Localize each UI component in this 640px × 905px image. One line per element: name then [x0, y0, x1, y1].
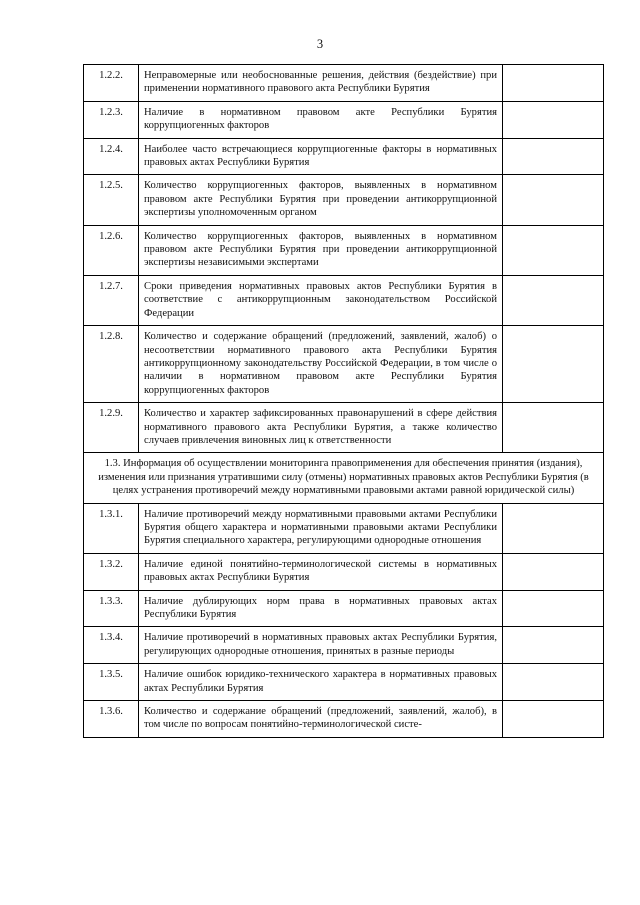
blank-cell: [503, 326, 604, 403]
item-number: 1.3.2.: [84, 553, 139, 590]
blank-cell: [503, 175, 604, 225]
item-text: Сроки приведения нормативных правовых актов Республики Бурятия в соответствие с антикоррупционным законодательством Российской Федерации: [139, 275, 503, 325]
item-number: 1.3.4.: [84, 627, 139, 664]
blank-cell: [503, 225, 604, 275]
item-text: Количество коррупциогенных факторов, выявленных в нормативном правовом акте Республики Бурятия при проведении антикоррупционной экспертизы независимыми экспертами: [139, 225, 503, 275]
blank-cell: [503, 590, 604, 627]
blank-cell: [503, 138, 604, 175]
item-number: 1.2.6.: [84, 225, 139, 275]
item-number: 1.3.1.: [84, 503, 139, 553]
table-row: [84, 664, 604, 701]
item-text: Наличие дублирующих норм права в нормативных правовых актах Республики Бурятия: [139, 590, 503, 627]
item-number: 1.3.5.: [84, 664, 139, 701]
item-number: 1.2.5.: [84, 175, 139, 225]
table-row: [84, 275, 604, 325]
table-row: [84, 326, 604, 403]
item-number: 1.2.8.: [84, 326, 139, 403]
page-number: 3: [316, 37, 324, 51]
item-number: 1.2.7.: [84, 275, 139, 325]
table-row: [84, 65, 604, 102]
blank-cell: [503, 403, 604, 453]
item-text: Неправомерные или необоснованные решения, действия (бездействие) при применении нормативного правового акта Республики Бурятия: [139, 65, 503, 102]
item-text: Количество и характер зафиксированных правонарушений в сфере действия нормативного правового акта Республики Бурятия, а также количество случаев привлечения виновных лиц к ответственности: [139, 403, 503, 453]
item-text: Наличие противоречий между нормативными правовыми актами Республики Бурятия общего характера и нормативными правовыми актами Республики Бурятия специального характера, регулирующими однородные отношения: [139, 503, 503, 553]
blank-cell: [503, 101, 604, 138]
item-number: 1.3.6.: [84, 701, 139, 738]
blank-cell: [503, 275, 604, 325]
table-row: [84, 138, 604, 175]
table-row: [84, 101, 604, 138]
monitoring-table: [83, 64, 604, 738]
table-row: [84, 175, 604, 225]
section-heading: 1.3. Информация об осуществлении мониторинга правоприменения для обеспечения принятия (издания), изменения или признания утратившими силу (отмены) нормативных правовых актов Республики Бурятия (в целях устранения противоречий между нормативными правовыми актами равной юридической силы): [84, 453, 604, 503]
blank-cell: [503, 701, 604, 738]
section-heading-row: [84, 453, 604, 503]
table-row: [84, 701, 604, 738]
blank-cell: [503, 503, 604, 553]
item-number: 1.2.4.: [84, 138, 139, 175]
blank-cell: [503, 553, 604, 590]
item-number: 1.3.3.: [84, 590, 139, 627]
table-row: [84, 590, 604, 627]
table-row: [84, 403, 604, 453]
item-text: Наличие в нормативном правовом акте Республики Бурятия коррупциогенных факторов: [139, 101, 503, 138]
item-text: Наличие ошибок юридико-технического характера в нормативных правовых актах Республики Бурятия: [139, 664, 503, 701]
item-number: 1.2.2.: [84, 65, 139, 102]
table-row: [84, 553, 604, 590]
blank-cell: [503, 65, 604, 102]
blank-cell: [503, 664, 604, 701]
blank-cell: [503, 627, 604, 664]
item-text: Количество коррупциогенных факторов, выявленных в нормативном правовом акте Республики Бурятия при проведении антикоррупционной экспертизы уполномоченным органом: [139, 175, 503, 225]
item-text: Наиболее часто встречающиеся коррупциогенные факторы в нормативных правовых актах Республики Бурятия: [139, 138, 503, 175]
table-row: [84, 627, 604, 664]
item-text: Количество и содержание обращений (предложений, заявлений, жалоб), в том числе по вопросам понятийно-терминологической систе-: [139, 701, 503, 738]
item-number: 1.2.9.: [84, 403, 139, 453]
item-text: Наличие единой понятийно-терминологической системы в нормативных правовых актах Республики Бурятия: [139, 553, 503, 590]
table-row: [84, 225, 604, 275]
item-text: Количество и содержание обращений (предложений, заявлений, жалоб) о несоответствии нормативного правового акта Республики Бурятия антикоррупционному законодательству Российской Федерации, в том числе о наличии в нормативном правовом акте Республики Бурятия коррупциогенных факторов: [139, 326, 503, 403]
item-number: 1.2.3.: [84, 101, 139, 138]
item-text: Наличие противоречий в нормативных правовых актах Республики Бурятия, регулирующих однородные отношения, принятых в разные периоды: [139, 627, 503, 664]
table-row: [84, 503, 604, 553]
